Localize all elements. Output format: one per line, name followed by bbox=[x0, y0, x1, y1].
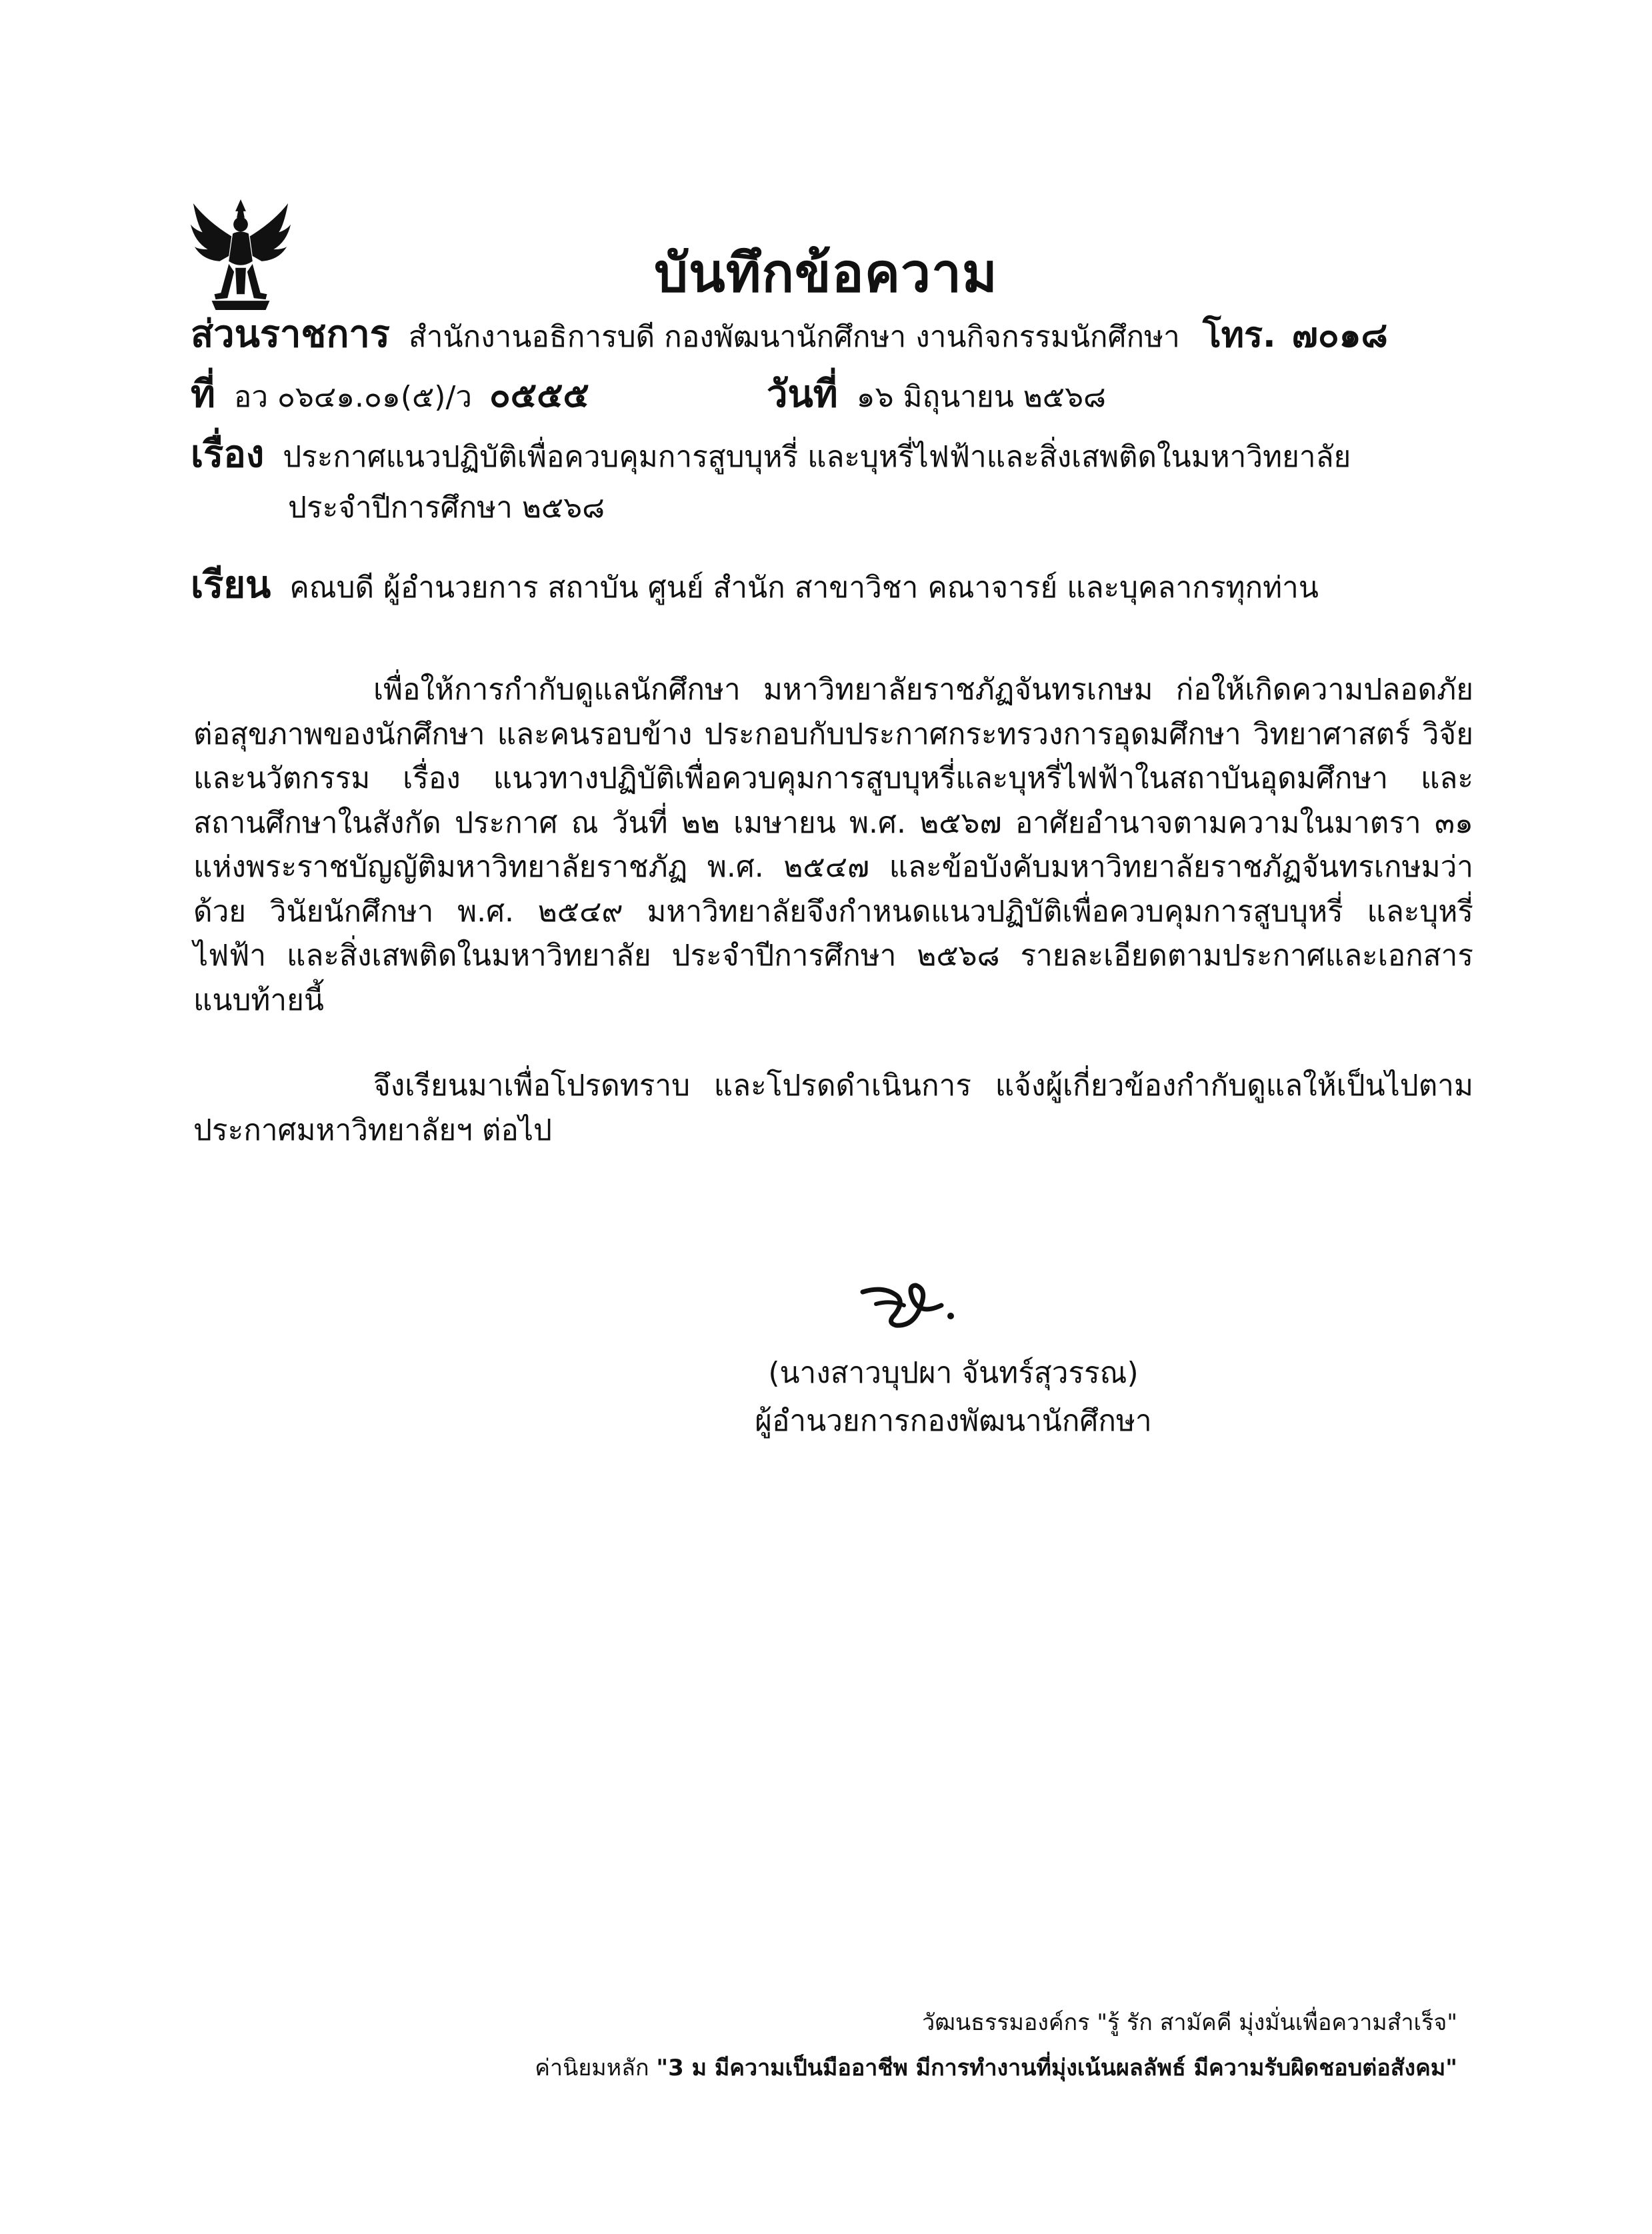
phone-value: ๗๐๑๘ bbox=[1291, 315, 1388, 355]
subject-line2: ประจำปีการศึกษา ๒๕๖๘ bbox=[288, 491, 605, 525]
subject-row bbox=[191, 435, 1351, 477]
department-label: ส่วนราชการ bbox=[191, 313, 390, 356]
subject-label: เรื่อง bbox=[191, 433, 265, 476]
footer-values-prefix: ค่านิยมหลัก bbox=[535, 2055, 649, 2081]
date-value: ๑๖ มิถุนายน ๒๕๖๘ bbox=[856, 380, 1106, 414]
signatory-position: ผู้อำนวยการกองพัฒนานักศึกษา bbox=[755, 1404, 1152, 1438]
footer-culture-prefix: วัฒนธรรมองค์กร bbox=[922, 2009, 1090, 2036]
reference-row bbox=[191, 375, 589, 417]
body-paragraph-2: จึงเรียนมาเพื่อโปรดทราบ และโปรดดำเนินการ แจ้งผู้เกี่ยวข้องกำกับดูแลให้เป็นไปตามประกาศมหาวิทยาลัยฯ ต่อไป bbox=[193, 1069, 1473, 1147]
reference-number: ๐๕๕๕ bbox=[489, 375, 589, 415]
memo-title: บันทึกข้อความ bbox=[654, 242, 998, 304]
salutation-label: เรียน bbox=[191, 563, 271, 607]
department-value: สำนักงานอธิการบดี กองพัฒนานักศึกษา งานกิจกรรมนักศึกษา bbox=[408, 320, 1180, 354]
signatory-name: (นางสาวบุปผา จันทร์สุวรรณ) bbox=[768, 1356, 1139, 1390]
salutation-value: คณบดี ผู้อำนวยการ สถาบัน ศูนย์ สำนัก สาขาวิชา คณาจารย์ และบุคลากรทุกท่าน bbox=[289, 571, 1319, 605]
handwritten-signature bbox=[857, 1265, 957, 1339]
footer-culture bbox=[922, 2007, 1457, 2039]
subject-line1: ประกาศแนวปฏิบัติเพื่อควบคุมการสูบบุหรี่ และบุหรี่ไฟฟ้าและสิ่งเสพติดในมหาวิทยาลัย bbox=[283, 440, 1351, 474]
salutation-row bbox=[191, 565, 1319, 608]
footer-values bbox=[535, 2052, 1457, 2084]
date-label: วันที่ bbox=[767, 373, 838, 416]
department-row bbox=[191, 315, 1388, 357]
body-paragraph-1: เพื่อให้การกำกับดูแลนักศึกษา มหาวิทยาลัยราชภัฏจันทรเกษม ก่อให้เกิดความปลอดภัยต่อสุขภาพของนักศึกษา และคนรอบข้าง ประกอบกับประกาศกระทรวงการอุดมศึกษา วิทยาศาสตร์ วิจัย และนวัตกรรม เรื่อง แนวทางปฏิบัติเพื่อควบคุมการสูบบุหรี่และบุหรี่ไฟฟ้าในสถาบันอุดมศึกษา และสถานศึกษาในสังกัด ประกาศ ณ วันที่ ๒๒ เมษายน พ.ศ. ๒๕๖๗ อาศัยอำนาจตามความในมาตรา ๓๑ แห่งพระราชบัญญัติมหาวิทยาลัยราชภัฏ พ.ศ. ๒๕๔๗ และข้อบังคับมหาวิทยาลัยราชภัฏจันทรเกษมว่าด้วย วินัยนักศึกษา พ.ศ. ๒๕๔๙ มหาวิทยาลัยจึงกำหนดแนวปฏิบัติเพื่อควบคุมการสูบบุหรี่ และบุหรี่ไฟฟ้า และสิ่งเสพติดในมหาวิทยาลัย ประจำปีการศึกษา ๒๕๖๘ รายละเอียดตามประกาศและเอกสารแนบท้ายนี้ bbox=[193, 673, 1473, 1017]
footer-values-text: "3 ม มีความเป็นมืออาชีพ มีการทำงานที่มุ่งเน้นผลลัพธ์ มีความรับผิดชอบต่อสังคม" bbox=[656, 2055, 1457, 2081]
phone-label: โทร. bbox=[1202, 315, 1276, 355]
date-row bbox=[767, 375, 1106, 417]
footer-culture-text: "รู้ รัก สามัคคี มุ่งมั่นเพื่อความสำเร็จ" bbox=[1097, 2009, 1457, 2036]
reference-label: ที่ bbox=[191, 373, 215, 416]
reference-prefix: อว ๐๖๔๑.๐๑(๕)/ว bbox=[233, 380, 472, 414]
